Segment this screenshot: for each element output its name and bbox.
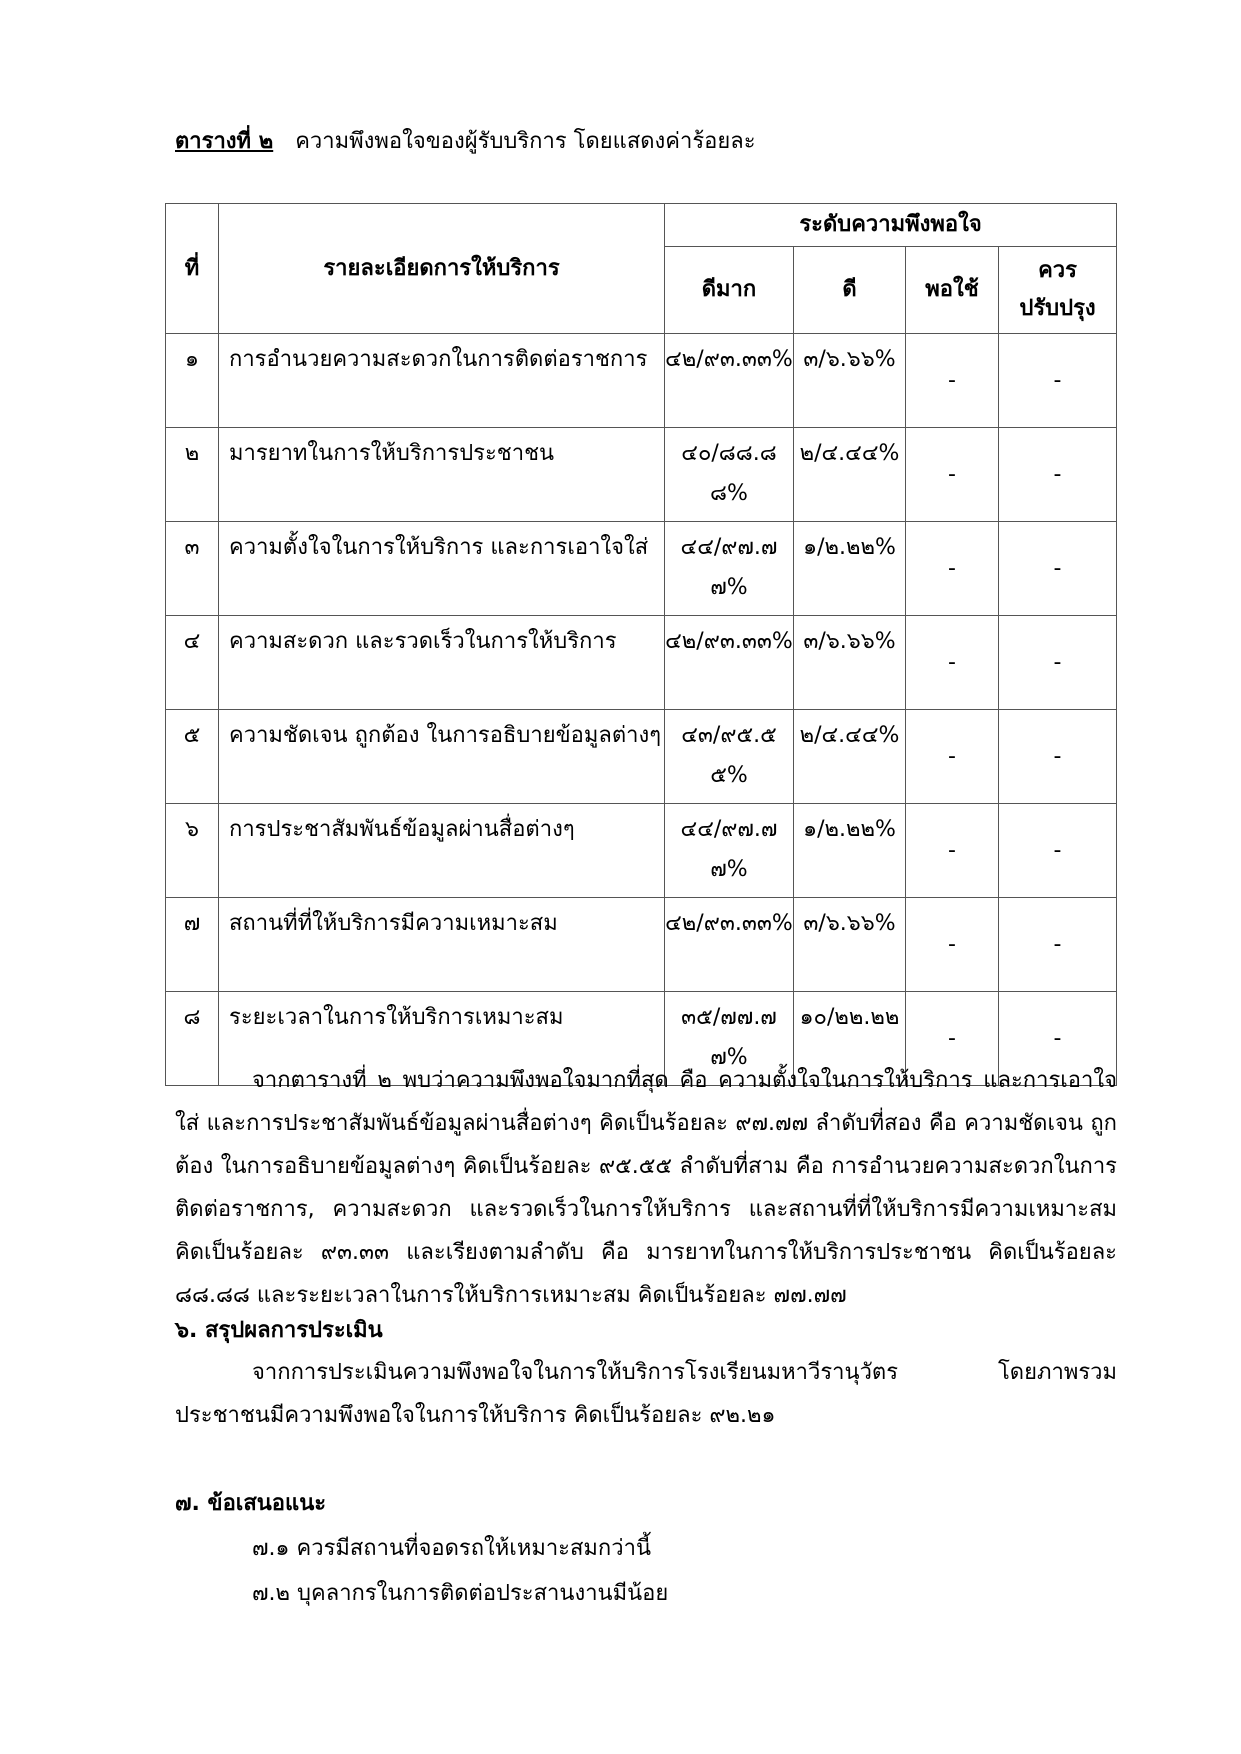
service-detail: การอำนวยความสะดวกในการติดต่อราชการ: [219, 334, 665, 428]
very-good-value: ๔๒/๙๓.๓๓%: [665, 616, 794, 710]
table-row: [166, 710, 1117, 804]
table-row: [166, 804, 1117, 898]
very-good-value: ๔๓/๙๕.๕๕%: [665, 710, 794, 804]
table-caption-text: ความพึงพอใจของผู้รับบริการ โดยแสดงค่าร้อยละ: [295, 129, 756, 154]
needs-improvement-value: -: [999, 992, 1117, 1086]
recommendation-item: ๗.๒ บุคลากรในการติดต่อประสานงานมีน้อย: [252, 1581, 669, 1606]
table-row: [166, 334, 1117, 428]
fair-value: -: [906, 804, 999, 898]
header-fair: พอใช้: [906, 247, 999, 334]
header-satisfaction-level: ระดับความพึงพอใจ: [665, 204, 1117, 247]
service-detail: ความตั้งใจในการให้บริการ และการเอาใจใส่: [219, 522, 665, 616]
row-number: ๗: [166, 898, 219, 992]
fair-value: -: [906, 522, 999, 616]
header-very-good: ดีมาก: [665, 247, 794, 334]
service-detail: ความสะดวก และรวดเร็วในการให้บริการ: [219, 616, 665, 710]
good-value: ๓/๖.๖๖%: [794, 616, 906, 710]
service-detail: มารยาทในการให้บริการประชาชน: [219, 428, 665, 522]
table-row: [166, 898, 1117, 992]
table-row: [166, 428, 1117, 522]
good-value: ๓/๖.๖๖%: [794, 898, 906, 992]
fair-value: -: [906, 616, 999, 710]
good-value: ๑๐/๒๒.๒๒: [794, 992, 906, 1086]
good-value: ๒/๔.๔๔%: [794, 428, 906, 522]
table-row: [166, 522, 1117, 616]
row-number: ๖: [166, 804, 219, 898]
row-number: ๓: [166, 522, 219, 616]
service-detail: สถานที่ที่ให้บริการมีความเหมาะสม: [219, 898, 665, 992]
very-good-value: ๔๔/๙๗.๗๗%: [665, 804, 794, 898]
needs-improvement-value: -: [999, 428, 1117, 522]
recommendation-item: ๗.๑ ควรมีสถานที่จอดรถให้เหมาะสมกว่านี้: [252, 1536, 651, 1561]
service-detail: ระยะเวลาในการให้บริการเหมาะสม: [219, 992, 665, 1086]
fair-value: -: [906, 992, 999, 1086]
section7-heading: ๗. ข้อเสนอแนะ: [175, 1491, 327, 1516]
service-detail: การประชาสัมพันธ์ข้อมูลผ่านสื่อต่างๆ: [219, 804, 665, 898]
very-good-value: ๔๐/๘๘.๘๘%: [665, 428, 794, 522]
good-value: ๑/๒.๒๒%: [794, 804, 906, 898]
row-number: ๔: [166, 616, 219, 710]
fair-value: -: [906, 334, 999, 428]
summary-paragraph: จากตารางที่ ๒ พบว่าความพึงพอใจมากที่สุด คือ ความตั้งใจในการให้บริการ และการเอาใจใส่ และการประชาสัมพันธ์ข้อมูลผ่านสื่อต่างๆ คิดเป็นร้อยละ ๙๗.๗๗ ลำดับที่สอง คือ ความชัดเจน ถูกต้อง ในการอธิบายข้อมูลต่างๆ คิดเป็นร้อยละ ๙๕.๕๕ ลำดับที่สาม คือ การอำนวยความสะดวกในการติดต่อราชการ, ความสะดวก และรวดเร็วในการให้บริการ และสถานที่ที่ให้บริการมีความเหมาะสม คิดเป็นร้อยละ ๙๓.๓๓ และเรียงตามลำดับ คือ มารยาทในการให้บริการประชาชน คิดเป็นร้อยละ ๘๘.๘๘ และระยะเวลาในการให้บริการเหมาะสม คิดเป็นร้อยละ ๗๗.๗๗: [175, 1068, 1117, 1308]
fair-value: -: [906, 898, 999, 992]
section6-heading: ๖. สรุปผลการประเมิน: [175, 1318, 383, 1343]
row-number: ๘: [166, 992, 219, 1086]
table-body: [166, 334, 1117, 1086]
header-needs-improvement: ควร ปรับปรุง: [999, 247, 1117, 334]
header-good: ดี: [794, 247, 906, 334]
needs-improvement-value: -: [999, 710, 1117, 804]
row-number: ๒: [166, 428, 219, 522]
very-good-value: ๔๒/๙๓.๓๓%: [665, 898, 794, 992]
section6-text: จากการประเมินความพึงพอใจในการให้บริการโรงเรียนมหาวีรานุวัตร โดยภาพรวมประชาชนมีความพึงพอใจในการให้บริการ คิดเป็นร้อยละ ๙๒.๒๑: [175, 1360, 1117, 1428]
header-detail: รายละเอียดการให้บริการ: [219, 204, 665, 334]
table-caption: [175, 126, 756, 158]
table-caption-label: ตารางที่ ๒: [175, 129, 274, 154]
row-number: ๑: [166, 334, 219, 428]
satisfaction-table: [165, 203, 1117, 1086]
service-detail: ความชัดเจน ถูกต้อง ในการอธิบายข้อมูลต่างๆ: [219, 710, 665, 804]
very-good-value: ๔๒/๙๓.๓๓%: [665, 334, 794, 428]
table-row: [166, 616, 1117, 710]
fair-value: -: [906, 710, 999, 804]
fair-value: -: [906, 428, 999, 522]
needs-improvement-value: -: [999, 334, 1117, 428]
good-value: ๒/๔.๔๔%: [794, 710, 906, 804]
needs-improvement-value: -: [999, 616, 1117, 710]
row-number: ๕: [166, 710, 219, 804]
very-good-value: ๓๕/๗๗.๗๗%: [665, 992, 794, 1086]
good-value: ๓/๖.๖๖%: [794, 334, 906, 428]
needs-improvement-value: -: [999, 898, 1117, 992]
needs-improvement-value: -: [999, 804, 1117, 898]
header-no: ที่: [166, 204, 219, 334]
very-good-value: ๔๔/๙๗.๗๗%: [665, 522, 794, 616]
good-value: ๑/๒.๒๒%: [794, 522, 906, 616]
needs-improvement-value: -: [999, 522, 1117, 616]
